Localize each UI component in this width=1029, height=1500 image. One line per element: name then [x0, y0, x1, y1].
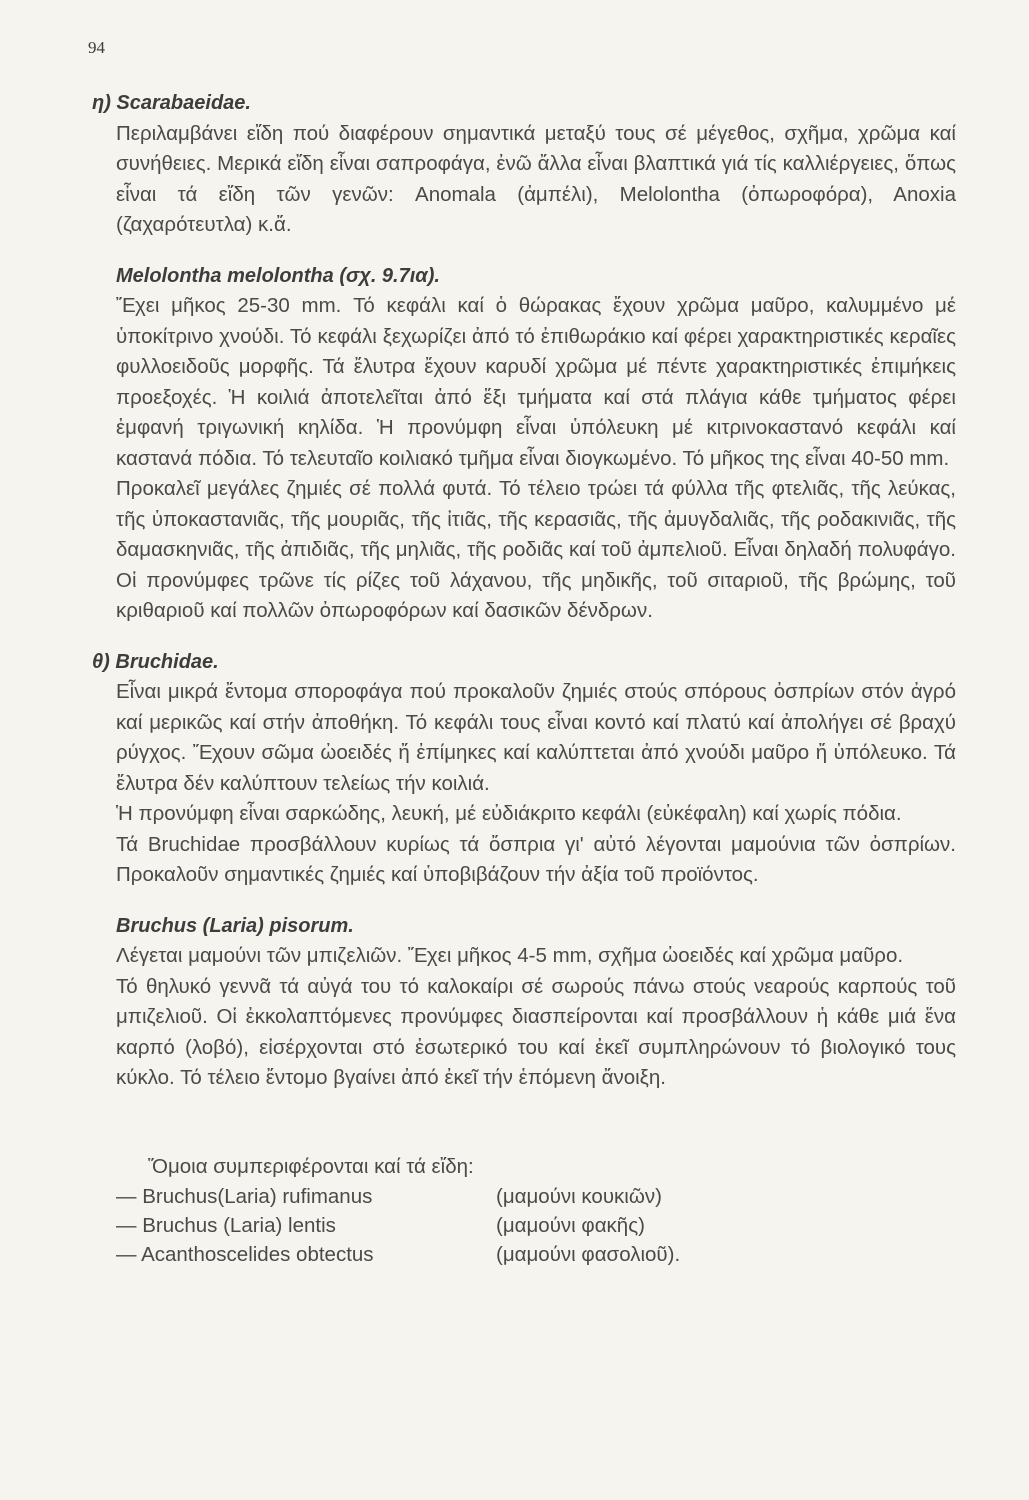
section-melolontha [116, 261, 956, 627]
bruchidae-larva: Ἡ προνύμφη εἶναι σαρκώδης, λευκή, μέ εὐδιάκριτο κεφάλι (εὐκέφαλη) καί χωρίς πόδια. [116, 802, 902, 825]
family-heading-bruchidae: θ) Bruchidae. [92, 650, 219, 673]
melolontha-damage: Προκαλεῖ μεγάλες ζημιές σέ πολλά φυτά. Τό τέλειο τρώει τά φύλλα τῆς φτελιᾶς, τῆς λεύκας, τῆς ὑποκαστανιᾶς, τῆς μουριᾶς, τῆς ἰτιᾶς, τῆς κερασιᾶς, τῆς ἀμυγδαλιᾶς, τῆς ροδακινιᾶς, τῆς δαμασκηνιᾶς, τῆς ἀπιδιᾶς, τῆς μηλιᾶς, τῆς ροδιᾶς καί τοῦ ἀμπελιοῦ. Εἶναι δηλαδή πολυφάγο. Οἱ προνύμφες τρῶνε τίς ρίζες τοῦ λάχανου, τῆς μηδικῆς, τοῦ σιταριοῦ, τῆς βρώμης, τοῦ κριθαριοῦ καί πολλῶν ὀπωροφόρων καί δασικῶν δένδρων. [116, 477, 956, 622]
page-number: 94 [88, 38, 105, 57]
similar-species-list [116, 1182, 956, 1269]
similar-species-intro: Ὅμοια συμπεριφέρονται καί τά εἴδη: [148, 1154, 474, 1178]
bruchidae-hosts: Τά Bruchidae προσβάλλουν κυρίως τά ὄσπρια γι' αὐτό λέγονται μαμούνια τῶν ὀσπρίων. Προκαλοῦν σημαντικές ζημιές καί ὑποβιβάζουν τήν ἀξία τοῦ προϊόντος. [116, 832, 956, 886]
section-similar-species [116, 1152, 956, 1270]
scarabaeidae-intro: Περιλαμβάνει εἴδη πού διαφέρουν σημαντικά μεταξύ τους σέ μέγεθος, σχῆμα, χρῶμα καί συνήθειες. Μερικά εἴδη εἶναι σαπροφάγα, ἐνῶ ἄλλα εἶναι βλαπτικά γιά τίς καλλιέργειες, ὅπως εἶναι τά εἴδη τῶν γενῶν: Anomala (ἀμπέλι), Melolontha (ὀπωροφόρα), Anoxia (ζαχαρότευτλα) κ.ἄ. [116, 121, 956, 236]
section-bruchus [116, 911, 956, 1094]
species-name: — Acanthoscelides obtectus [116, 1240, 496, 1269]
family-heading-scarabaeidae: η) Scarabaeidae. [92, 92, 251, 114]
species-common-name: (μαμούνι φασολιοῦ). [496, 1243, 681, 1266]
list-item [116, 1182, 956, 1211]
species-common-name: (μαμούνι κουκιῶν) [496, 1185, 662, 1208]
species-name: — Bruchus(Laria) rufimanus [116, 1182, 496, 1211]
list-item [116, 1211, 956, 1240]
section-bruchidae [92, 647, 956, 891]
bruchidae-intro: Εἶναι μικρά ἔντομα σποροφάγα πού προκαλοῦν ζημιές στούς σπόρους ὀσπρίων στόν ἀγρό καί μερικῶς καί στήν ἀποθήκη. Τό κεφάλι τους εἶναι κοντό καί πλατύ καί ἀπολήγει σέ βραχύ ρύγχος. Ἔχουν σῶμα ὠοειδές ἤ ἐπίμηκες καί καλύπτεται ἀπό χνούδι μαῦρο ἤ ὑπόλευκο. Τά ἔλυτρα δέν καλύπτουν τελείως τήν κοιλιά. [116, 680, 956, 795]
bruchus-description: Λέγεται μαμούνι τῶν μπιζελιῶν. Ἔχει μῆκος 4-5 mm, σχῆμα ὠοειδές καί χρῶμα μαῦρο. [116, 944, 904, 967]
species-name: — Bruchus (Laria) lentis [116, 1211, 496, 1240]
melolontha-description: Ἔχει μῆκος 25-30 mm. Τό κεφάλι καί ὁ θώρακας ἔχουν χρῶμα μαῦρο, καλυμμένο μέ ὑποκίτρινο χνούδι. Τό κεφάλι ξεχωρίζει ἀπό τό ἐπιθωράκιο καί φέρει χαρακτηριστικές κεραῖες φυλλοειδοῦς μορφῆς. Τά ἔλυτρα ἔχουν καρυδί χρῶμα μέ πέντε χαρακτηριστικές ἐπιμήκεις προεξοχές. Ἡ κοιλιά ἀποτελεῖται ἀπό ἕξι τμήματα καί στά πλάγια κάθε τμήματος φέρει ἐμφανή τριγωνική κηλίδα. Ἡ προνύμφη εἶναι ὑπόλευκη μέ κιτρινοκαστανό κεφάλι καί καστανά πόδια. Τό τελευταῖο κοιλιακό τμῆμα εἶναι διογκωμένο. Τό μῆκος της εἶναι 40-50 mm. [116, 294, 956, 470]
page-body [92, 88, 956, 1269]
bruchus-lifecycle: Τό θηλυκό γεννᾶ τά αὐγά του τό καλοκαίρι σέ σωρούς πάνω στούς νεαρούς καρπούς τοῦ μπιζελιοῦ. Οἱ ἐκκολαπτόμενες προνύμφες διασπείρονται καί προσβάλλουν ἡ κάθε μιά ἕνα καρπό (λοβό), εἰσέρχονται στό ἐσωτερικό του καί ἐκεῖ συμπληρώνουν τό βιολογικό τους κύκλο. Τό τέλειο ἔντομο βγαίνει ἀπό ἐκεῖ τήν ἑπόμενη ἄνοιξη. [116, 974, 956, 1089]
list-item [116, 1240, 956, 1269]
section-scarabaeidae [92, 88, 956, 241]
species-common-name: (μαμούνι φακῆς) [496, 1214, 645, 1237]
species-heading-bruchus: Bruchus (Laria) pisorum. [116, 914, 354, 937]
species-heading-melolontha: Melolontha melolontha (σχ. 9.7ια). [116, 264, 440, 287]
